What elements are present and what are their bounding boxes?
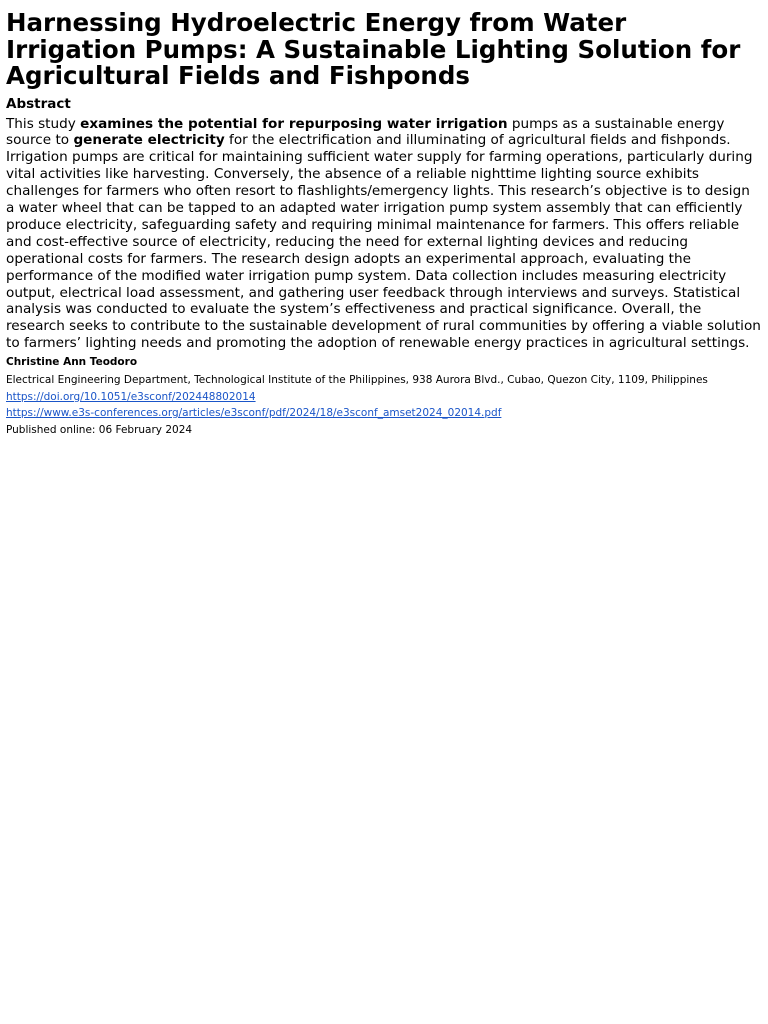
author-affiliation: Electrical Engineering Department, Technological Institute of the Philippines, 938 Aurora Blvd., Cubao, Quezon City, 1109, Philippines: [6, 374, 708, 387]
paper-title: Harnessing Hydroelectric Energy from Water Irrigation Pumps: A Sustainable Lighting Solution for Agricultural Fields and Fishponds: [6, 8, 741, 90]
paper-page: [0, 0, 768, 438]
abstract-heading: Abstract: [6, 95, 71, 112]
published-date: Published online: 06 February 2024: [6, 423, 193, 436]
doi-line: [6, 389, 762, 406]
abstract-emphasis: examines the potential for repurposing water irrigation: [80, 115, 508, 132]
abstract-emphasis: generate electricity: [73, 132, 225, 149]
abstract-text: [6, 116, 762, 353]
author-name: Christine Ann Teodoro: [6, 356, 138, 369]
abstract-segment: This study: [6, 115, 81, 132]
pdf-line: [6, 405, 762, 422]
abstract-segment: pumps as a sustainable energy source to: [6, 115, 725, 149]
pdf-link[interactable]: https://www.e3s-conferences.org/articles/e3sconf/pdf/2024/18/e3sconf_amset2024_02014.pdf: [6, 407, 502, 420]
doi-link[interactable]: https://doi.org/10.1051/e3sconf/202448802014: [6, 390, 256, 403]
abstract-segment: for the electrification and illuminating of agricultural fields and fishponds. Irrigation pumps are critical for maintaining sufficient water supply for farming operations, particularly during vital activities like harvesting. Conversely, the absence of a reliable nighttime lighting source exhibits challenges for farmers who often resort to flashlights/emergency lights. This research’s objective is to design a water wheel that can be tapped to an adapted water irrigation pump system assembly that can efficiently produce electricity, safeguarding safety and requiring minimal maintenance for farmers. This offers reliable and cost-effective source of electricity, reducing the need for external lighting devices and reducing operational costs for farmers. The research design adopts an experimental approach, evaluating the performance of the modified water irrigation pump system. Data collection includes measuring electricity output, electrical load assessment, and gathering user feedback through interviews and surveys. Statistical analysis was conducted to evaluate the system’s effectiveness and practical significance. Overall, the research seeks to contribute to the sustainable development of rural communities by offering a viable solution to farmers’ lighting needs and promoting the adoption of renewable energy practices in agricultural settings.: [6, 132, 761, 352]
